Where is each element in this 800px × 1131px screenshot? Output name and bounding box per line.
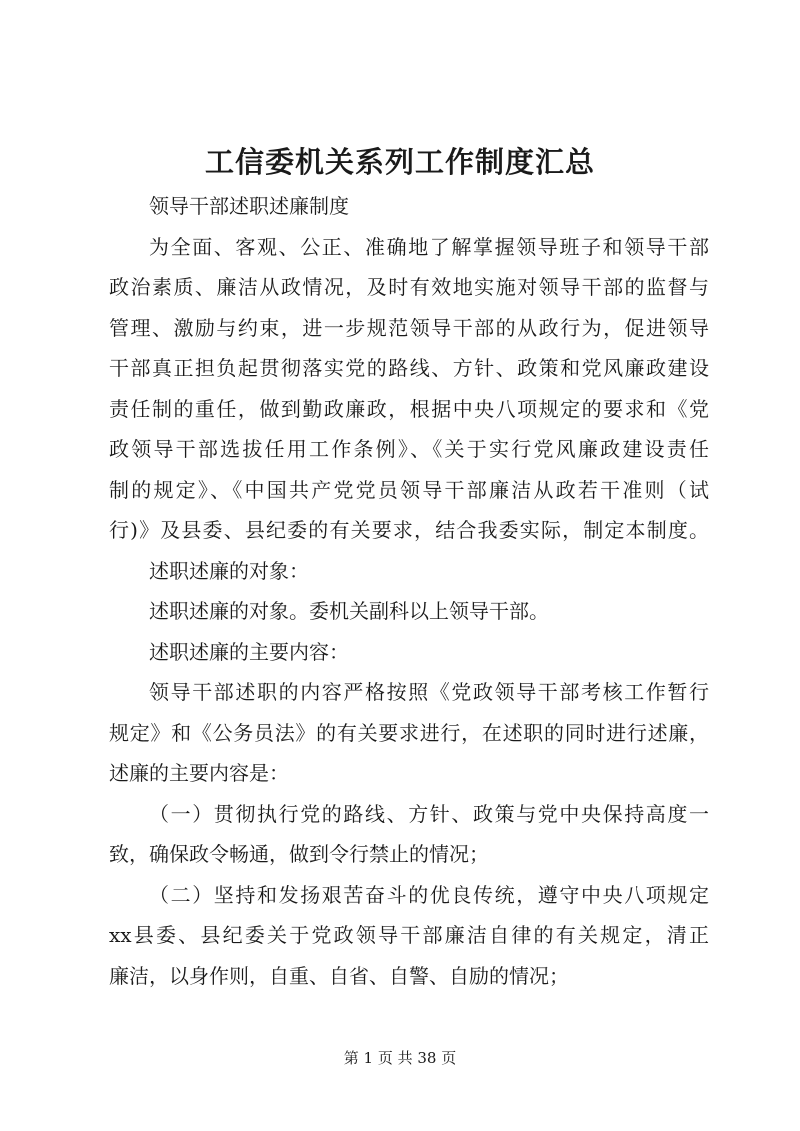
page-number: 第 1 页 共 38 页	[343, 1049, 457, 1067]
paragraph-line: 述职述廉的对象。委机关副科以上领导干部。	[149, 599, 549, 623]
paragraph-line: 管理、激励与约束，进一步规范领导干部的从政行为，促进领导	[109, 315, 709, 340]
list-item-line: 廉洁，以身作则，自重、自省、自警、自励的情况；	[109, 963, 569, 988]
section-heading: 述职述廉的主要内容：	[149, 639, 349, 664]
paragraph-line: 述廉的主要内容是：	[109, 761, 289, 785]
list-item-line: （二）坚持和发扬艰苦奋斗的优良传统，遵守中央八项规定	[149, 882, 709, 907]
paragraph-line: 规定》和《公务员法》的有关要求进行，在述职的同时进行述廉，	[109, 720, 709, 745]
list-item-line: xx县委、县纪委关于党政领导干部廉洁自律的有关规定，清正	[109, 923, 709, 947]
paragraph-line: 责任制的重任，做到勤政廉政，根据中央八项规定的要求和《党	[109, 396, 709, 421]
list-item-line: （一）贯彻执行党的路线、方针、政策与党中央保持高度一	[149, 801, 709, 826]
paragraph-line: 领导干部述职的内容严格按照《党政领导干部考核工作暂行	[149, 680, 709, 704]
paragraph-line: 为全面、客观、公正、准确地了解掌握领导班子和领导干部	[149, 234, 709, 259]
paragraph-line: 政领导干部选拔任用工作条例》、《关于实行党风廉政建设责任	[109, 437, 709, 461]
paragraph-line: 政治素质、廉洁从政情况，及时有效地实施对领导干部的监督与	[109, 275, 709, 299]
paragraph-line: 行)》及县委、县纪委的有关要求，结合我委实际，制定本制度。	[109, 518, 709, 542]
section-heading: 领导干部述职述廉制度	[149, 194, 349, 218]
section-heading: 述职述廉的对象：	[149, 558, 309, 583]
list-item-line: 致，确保政令畅通，做到令行禁止的情况；	[109, 842, 489, 866]
paragraph-line: 干部真正担负起贯彻落实党的路线、方针、政策和党风廉政建设	[109, 356, 709, 380]
paragraph-line: 制的规定》、《中国共产党党员领导干部廉洁从政若干准则（试	[109, 477, 709, 502]
page-footer	[0, 1048, 800, 1068]
document-title: 工信委机关系列工作制度汇总	[204, 145, 595, 179]
document-body	[109, 186, 709, 996]
